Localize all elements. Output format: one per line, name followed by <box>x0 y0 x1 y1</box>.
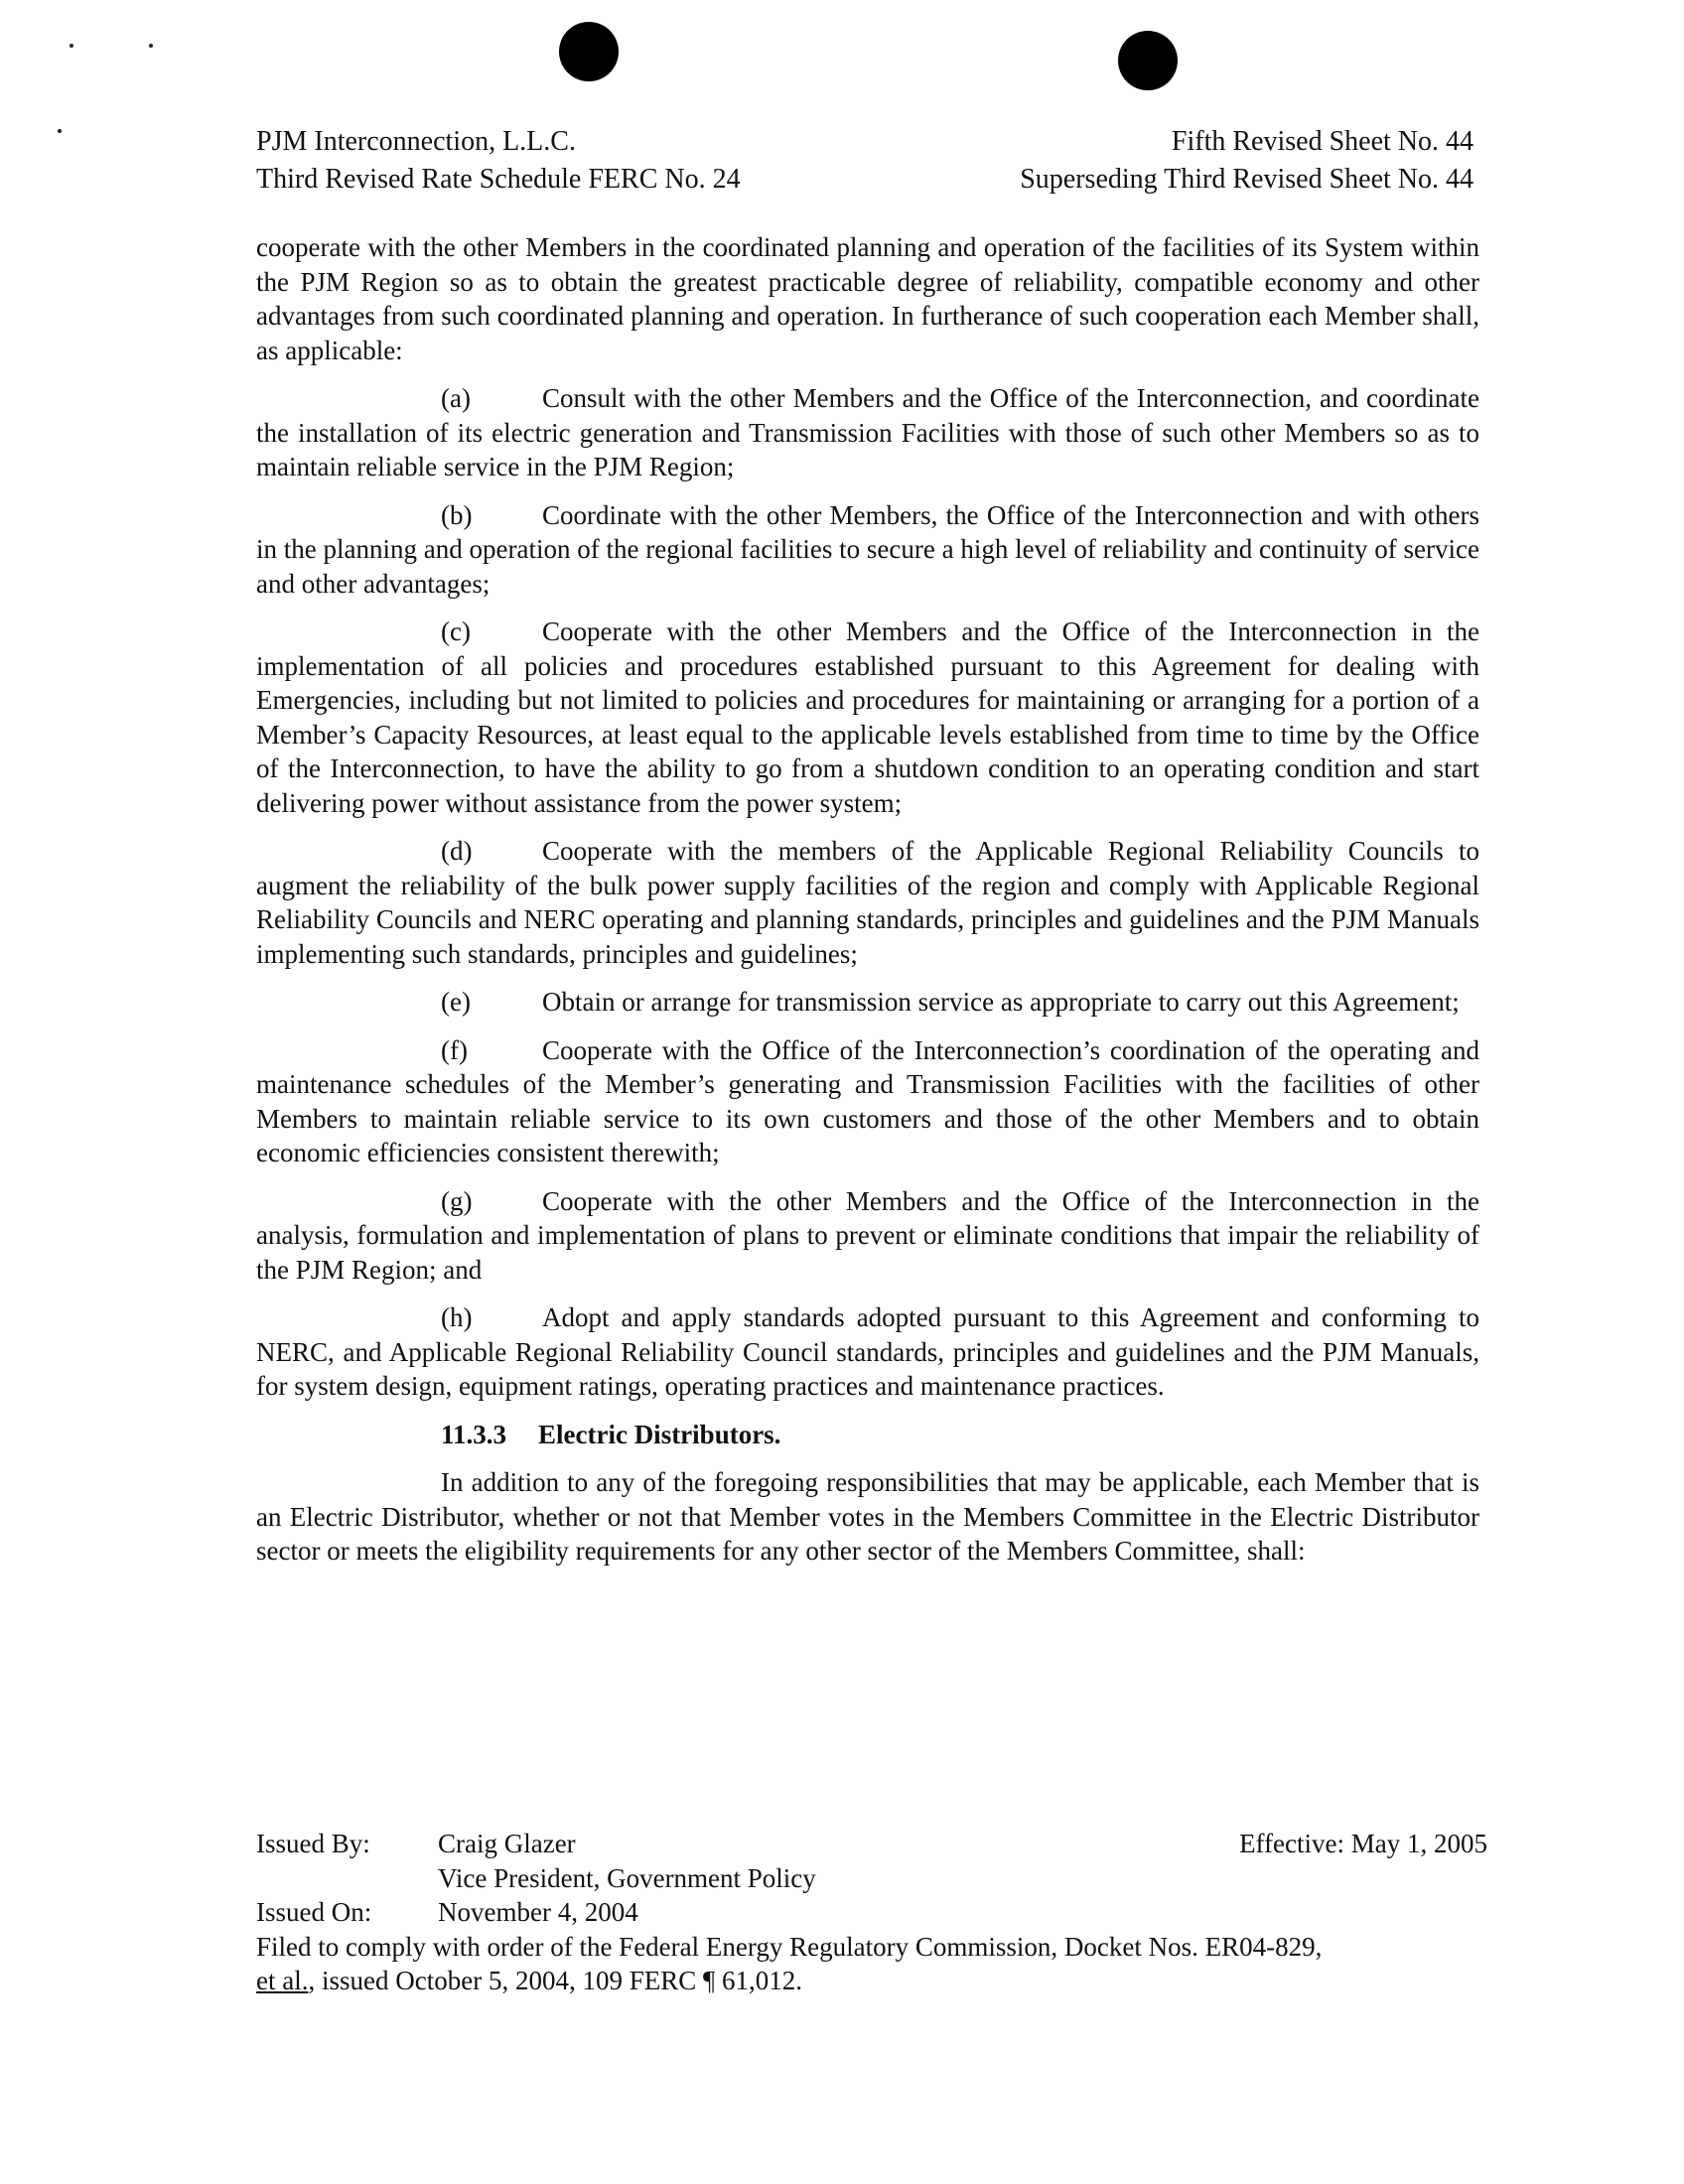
section-title: Electric Distributors. <box>538 1419 781 1449</box>
et-al: et al. <box>256 1966 309 1995</box>
item-marker: (c) <box>441 616 471 646</box>
punch-hole-right <box>1118 31 1178 90</box>
filing-citation: , issued October 5, 2004, 109 FERC ¶ 61,012. <box>308 1966 802 1995</box>
item-text: Obtain or arrange for transmission service as appropriate to carry out this Agreement; <box>542 987 1460 1017</box>
item-marker: (d) <box>441 836 473 866</box>
section-heading <box>256 1418 1479 1452</box>
footer <box>256 1827 1487 1998</box>
item-marker: (g) <box>441 1185 473 1216</box>
item-text: Cooperate with the other Members and the Office of the Interconnection in the analysis, formulation and implementation of plans to prevent or eliminate conditions that impair the reliability of the PJM Region; and <box>256 1185 1479 1285</box>
header-left <box>256 123 741 199</box>
item-marker: (f) <box>441 1034 468 1065</box>
filing-note-line2 <box>256 1964 1487 1998</box>
header-right <box>1020 123 1474 199</box>
rate-schedule: Third Revised Rate Schedule FERC No. 24 <box>256 164 741 195</box>
list-item <box>256 1300 1479 1404</box>
sheet-number: Fifth Revised Sheet No. 44 <box>1171 126 1474 157</box>
scan-speck <box>149 44 153 48</box>
item-marker: (a) <box>441 383 471 413</box>
scan-speck <box>58 129 62 133</box>
closing-paragraph: In addition to any of the foregoing responsibilities that may be applicable, each Member that is an Electric Distributor, whether or not that Member votes in the Members Committee in the Electric Distributor sector or meets the eligibility requirements for any other sector of the Members Committee, shall: <box>256 1467 1479 1566</box>
issued-on-date: November 4, 2004 <box>438 1897 638 1927</box>
list-item <box>256 834 1479 971</box>
list-item <box>256 498 1479 602</box>
company-name: PJM Interconnection, L.L.C. <box>256 126 576 157</box>
item-text: Adopt and apply standards adopted pursuant to this Agreement and conforming to NERC, and Applicable Regional Reliability Council standards, principles and guidelines and the PJM Manuals, for system design, equipment ratings, operating practices and maintenance practices. <box>256 1302 1479 1401</box>
item-marker: (e) <box>441 987 471 1017</box>
item-marker: (b) <box>441 499 473 530</box>
issued-by-label: Issued By: <box>256 1829 370 1858</box>
item-text: Cooperate with the Office of the Interconnection’s coordination of the operating and maintenance schedules of the Member’s generating and Transmission Facilities with the facilities of other Members to maintain reliable service to its own customers and those of the other Members and to obtain economic efficiencies consistent therewith; <box>256 1034 1479 1167</box>
superseded-sheet: Superseding Third Revised Sheet No. 44 <box>1020 164 1474 195</box>
issued-by-title: Vice President, Government Policy <box>438 1862 816 1893</box>
effective-date: Effective: May 1, 2005 <box>1239 1829 1487 1858</box>
document-body <box>256 230 1479 1582</box>
issued-on-label: Issued On: <box>256 1897 372 1927</box>
filing-note-line1: Filed to comply with order of the Federal Energy Regulatory Commission, Docket Nos. ER04-829, <box>256 1931 1323 1962</box>
item-text: Consult with the other Members and the Office of the Interconnection, and coordinate the installation of its electric generation and Transmission Facilities with those of such other Members so as to maintain reliable service in the PJM Region; <box>256 383 1479 481</box>
list-item <box>256 1033 1479 1170</box>
item-text: Cooperate with the other Members and the Office of the Interconnection in the implementation of all policies and procedures established pursuant to this Agreement for dealing with Emergencies, including but not limited to policies and procedures for maintaining or arranging for a portion of a Member’s Capacity Resources, at least equal to the applicable levels established from time to time by the Office of the Interconnection, to have the ability to go from a shutdown condition to an operating condition and start delivering power without assistance from the power system; <box>256 616 1479 818</box>
list-item <box>256 985 1479 1020</box>
item-text: Cooperate with the members of the Applicable Regional Reliability Councils to augment the reliability of the bulk power supply facilities of the region and comply with Applicable Regional Reliability Councils and NERC operating and planning standards, principles and guidelines and the PJM Manuals implementing such standards, principles and guidelines; <box>256 836 1479 969</box>
intro-paragraph: cooperate with the other Members in the coordinated planning and operation of the facilities of its System within the PJM Region so as to obtain the greatest practicable degree of reliability, compatible economy and other advantages from such coordinated planning and operation. In furtherance of such cooperation each Member shall, as applicable: <box>256 232 1479 365</box>
section-number: 11.3.3 <box>441 1419 507 1449</box>
list-item <box>256 614 1479 820</box>
item-marker: (h) <box>441 1302 473 1332</box>
item-text: Coordinate with the other Members, the Office of the Interconnection and with others in the planning and operation of the regional facilities to secure a high level of reliability and continuity of service and other advantages; <box>256 499 1479 599</box>
list-item <box>256 1184 1479 1288</box>
scan-speck <box>70 44 73 48</box>
punch-hole-left <box>559 22 619 81</box>
list-item <box>256 381 1479 484</box>
issued-by-name: Craig Glazer <box>438 1829 576 1858</box>
